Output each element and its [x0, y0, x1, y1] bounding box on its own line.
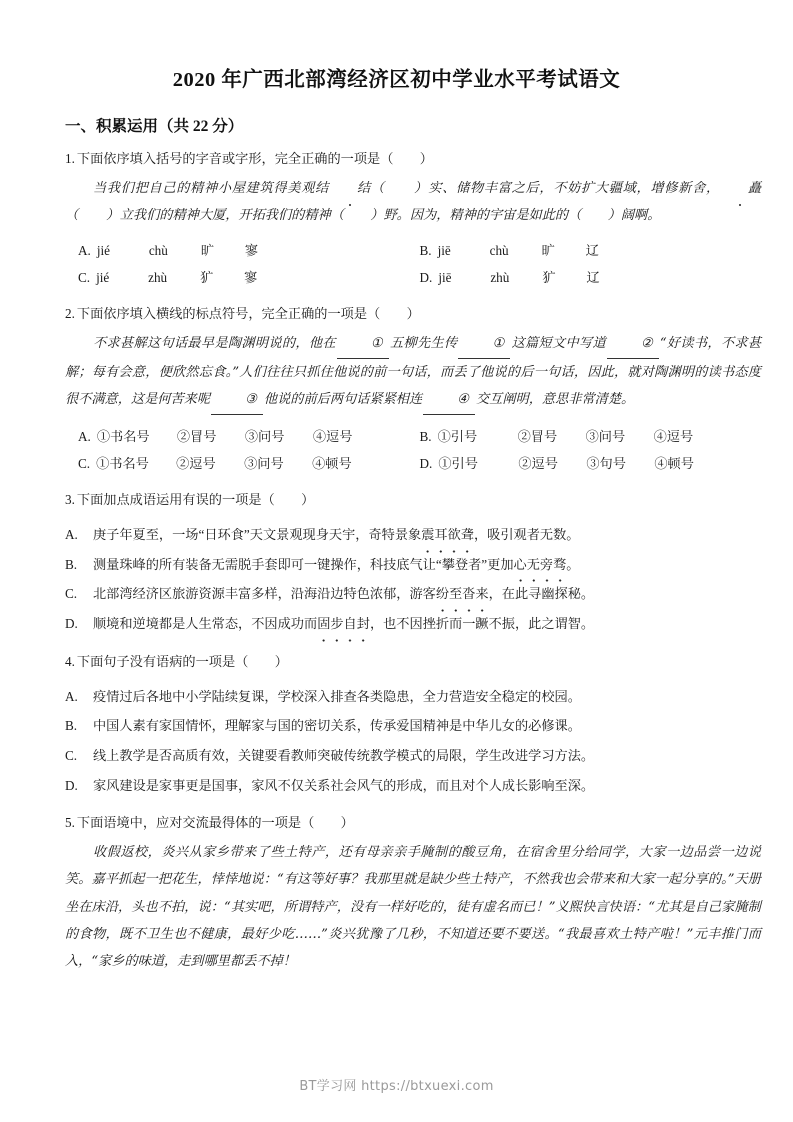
q1-option-row-2: [78, 265, 761, 291]
q2-option-d-item-3: ③句号: [586, 455, 626, 471]
q1-option-b-pinyin-1: jiē: [437, 243, 451, 259]
q4-option-b[interactable]: [65, 711, 761, 741]
q2-option-c-item-4: ④顿号: [312, 455, 352, 471]
question-4-number: 4.: [65, 653, 75, 669]
q2-option-c-item-1: ①书名号: [96, 455, 149, 471]
page-title: 2020 年广西北部湾经济区初中学业水平考试语文: [172, 69, 621, 91]
q2-passage-part-d: “好读书，不求甚解；每有会意，便欣然忘食。”人们往往只抓住他说的前一句话，而丢了他说的后一句话，因此，就对陶渊明的读书态度很不满意，这是何苦来呢: [65, 335, 762, 408]
q3-option-b[interactable]: [65, 550, 761, 580]
question-4-options: [0, 672, 793, 801]
question-4-stem: [0, 639, 793, 672]
question-3-number: 3.: [65, 492, 75, 508]
q1-option-d-label: D.: [419, 269, 433, 285]
q4-option-d[interactable]: [65, 771, 761, 801]
q3-option-d-label: D.: [65, 616, 78, 632]
q3-option-a-label: A.: [65, 526, 78, 542]
q2-option-b-item-1: ①引号: [437, 429, 478, 445]
question-1-stem: [0, 136, 793, 169]
q1-option-b-pinyin-2: chù: [489, 243, 509, 259]
q1-option-b[interactable]: [420, 238, 762, 264]
q2-option-b-item-3: ③问号: [585, 429, 626, 445]
q1-option-row-1: [78, 238, 761, 264]
q1-option-a-pinyin-2: chù: [148, 243, 168, 259]
q1-passage-part-b: 实、储物丰富之后，不妨扩大疆域，增修新舍，: [428, 180, 720, 196]
q1-option-d-pinyin-1: jiē: [438, 269, 452, 285]
q4-option-c-label: C.: [65, 747, 78, 763]
q1-option-b-char-2: 辽: [585, 243, 599, 259]
q1-option-a-char-1: 旷: [200, 243, 215, 259]
q1-passage-part-a: 当我们把自己的精神小屋建筑得美观结: [93, 180, 329, 196]
q4-option-a-label: A.: [65, 688, 78, 704]
question-4-text: 下面句子没有语病的一项是（ ）: [76, 653, 288, 669]
footer-watermark: BT学习网 https://btxuexi.com: [299, 1079, 494, 1094]
q1-option-a-pinyin-1: jié: [96, 243, 111, 259]
q3-option-c[interactable]: [65, 579, 761, 609]
q1-option-d-char-2: 辽: [586, 269, 600, 285]
q2-blank-5: ④: [423, 386, 475, 415]
q1-blank-1: （ ）: [370, 180, 429, 196]
question-2-stem: [0, 291, 793, 324]
q4-option-c-text: 线上教学是否高质有效，关键要看教师突破传统教学模式的局限，学生改进学习方法。: [93, 747, 595, 763]
question-2-number: 2.: [65, 305, 75, 321]
q3-option-d-idiom: 固步自封: [317, 609, 370, 639]
q2-option-d-label: D.: [419, 455, 433, 471]
q2-option-a-item-3: ③问号: [244, 429, 285, 445]
q1-option-d[interactable]: [420, 265, 762, 291]
question-5-stem: [0, 800, 793, 833]
q1-option-b-label: B.: [419, 243, 432, 259]
q2-option-c-item-2: ②逗号: [176, 455, 216, 471]
q1-option-c-pinyin-2: zhù: [148, 269, 168, 285]
q3-option-b-label: B.: [65, 556, 78, 572]
q2-option-a-item-4: ④逗号: [312, 429, 353, 445]
question-3-options: [0, 510, 793, 639]
q3-option-c-pre: 北部湾经济区旅游资源丰富多样，沿海沿边特色浓郁，游客: [93, 586, 436, 602]
q2-option-a-item-2: ②冒号: [176, 429, 217, 445]
q2-option-c-label: C.: [78, 455, 91, 471]
q4-option-b-text: 中国人素有家国情怀，理解家与国的密切关系，传承爱国精神是中华儿女的必修课。: [93, 718, 581, 734]
q2-blank-1: ①: [337, 330, 389, 359]
q4-option-a[interactable]: [65, 682, 761, 712]
question-5-number: 5.: [65, 815, 75, 831]
q2-option-row-1: [78, 424, 761, 450]
q3-option-a-post: ，吸引观者无数。: [473, 526, 580, 542]
q3-option-d[interactable]: [65, 609, 761, 639]
q1-option-b-char-1: 旷: [541, 243, 555, 259]
q2-blank-4: ③: [211, 386, 263, 415]
q2-passage-part-c: 这篇短文中写道: [511, 335, 607, 351]
q1-option-c-char-1: 犷: [200, 269, 214, 285]
q2-option-d[interactable]: [420, 451, 762, 477]
q2-option-d-item-1: ①引号: [438, 455, 478, 471]
q1-passage-part-c: 立我们的精神大厦，开拓我们的精神（ ）野。因为，精神的宇宙是如此的（ ）阔啊。: [119, 207, 661, 223]
q3-option-c-post: ，在此寻幽探秘。: [488, 586, 595, 602]
q2-option-c[interactable]: [78, 451, 420, 477]
question-5-passage: 收假返校，炎兴从家乡带来了些土特产，还有母亲亲手腌制的酸豆角，在宿舍里分给同学，大家一边品尝一边说笑。嘉平抓起一把花生，悻悻地说：“有这等好事？我那里就是缺少些土特产，不然我也会带来和大家一起分享的。”天册坐在床沿，头也不拍，说：“其实吧，所谓特产，没有一样好吃的，徒有虚名而已！”义熙快言快语：“尤其是自己家腌制的食物，既不卫生也不健康，最好少吃……”炎兴犹豫了几秒，不知道还要不要送。“我最喜欢土特产啦！”元丰推门而入，“家乡的味道，走到哪里都丢不掉！: [65, 845, 761, 969]
q1-option-d-pinyin-2: zhù: [490, 269, 510, 285]
q2-passage-part-b: 五柳先生传: [389, 335, 458, 351]
q4-option-d-text: 家风建设是家事更是国事，家风不仅关系社会风气的形成，而且对个人成长影响至深。: [93, 777, 595, 793]
question-2-passage: [0, 324, 793, 416]
q4-option-d-label: D.: [65, 777, 78, 793]
question-2-options: [0, 415, 793, 477]
q2-option-a-label: A.: [78, 429, 91, 445]
question-2-text: 下面依序填入横线的标点符号，完全正确的一项是（ ）: [76, 305, 420, 321]
q2-passage-part-e: 他说的前后两句话紧紧相连: [263, 392, 423, 408]
q2-option-b-label: B.: [419, 429, 432, 445]
q3-option-b-pre: 测量珠峰的所有装备无需脱手套即可一键操作，科技底气让“攀登者”更加: [93, 556, 514, 572]
q3-option-b-post: 。: [566, 556, 580, 572]
question-1-text: 下面依序填入括号的字音或字形，完全正确的一项是（ ）: [76, 151, 433, 166]
q2-option-a[interactable]: [78, 424, 420, 450]
q2-blank-3: ②: [607, 330, 659, 359]
q2-option-d-item-4: ④顿号: [654, 455, 694, 471]
q2-option-c-item-3: ③问号: [244, 455, 284, 471]
q1-option-c-label: C.: [78, 269, 91, 285]
q1-option-a-char-2: 寥: [244, 243, 259, 259]
q3-option-d-post: ，也不因挫折而一蹶不振，此之谓智。: [369, 616, 595, 632]
q2-option-b-item-2: ②冒号: [517, 429, 558, 445]
q3-option-d-pre: 顺境和逆境都是人生常态，不因成功而: [93, 616, 318, 632]
q4-option-c[interactable]: [65, 741, 761, 771]
question-3-text: 下面加点成语运用有误的一项是（ ）: [76, 492, 315, 508]
q1-blank-2: （ ）: [65, 207, 120, 223]
q1-dotted-char-chu: 矗: [720, 175, 761, 202]
q1-option-a[interactable]: [78, 238, 420, 264]
question-1-options: [0, 229, 793, 291]
q2-option-row-2: [78, 451, 761, 477]
section-heading: 一、积累运用（共 22 分）: [65, 118, 244, 135]
q3-option-a-pre: 庚子年夏至，一场“日环食”天文景观现身天宇，奇特景象: [93, 526, 422, 542]
q3-option-c-label: C.: [65, 586, 78, 602]
q2-passage-part-f: 交互阐明，意思非常清楚。: [475, 392, 635, 408]
q1-option-c[interactable]: [78, 265, 420, 291]
q3-option-b-idiom: 心无旁骛: [514, 550, 567, 580]
question-1-passage: [0, 169, 793, 229]
q2-option-b[interactable]: [420, 424, 762, 450]
question-5-text: 下面语境中，应对交流最得体的一项是（ ）: [76, 815, 354, 831]
q2-blank-2: ①: [458, 330, 510, 359]
q2-passage-part-a: 不求甚解这句话最早是陶渊明说的，他在: [93, 335, 336, 351]
q1-dotted-char-jie: 结: [329, 175, 370, 202]
question-3-stem: [0, 477, 793, 510]
q3-option-c-idiom: 纷至沓来: [436, 579, 489, 609]
q1-option-a-label: A.: [78, 243, 91, 259]
q3-option-a-idiom: 震耳欲聋: [421, 520, 474, 550]
q1-option-c-pinyin-1: jié: [96, 269, 110, 285]
q3-option-a[interactable]: [65, 520, 761, 550]
q2-option-b-item-4: ④逗号: [653, 429, 694, 445]
q1-option-d-char-1: 犷: [542, 269, 556, 285]
q2-option-a-item-1: ①书名号: [96, 429, 150, 445]
q1-option-c-char-2: 寥: [244, 269, 258, 285]
q4-option-a-text: 疫情过后各地中小学陆续复课，学校深入排查各类隐患，全力营造安全稳定的校园。: [93, 688, 581, 704]
q4-option-b-label: B.: [65, 718, 78, 734]
question-1-number: 1.: [65, 151, 75, 166]
q2-option-d-item-2: ②逗号: [518, 455, 558, 471]
